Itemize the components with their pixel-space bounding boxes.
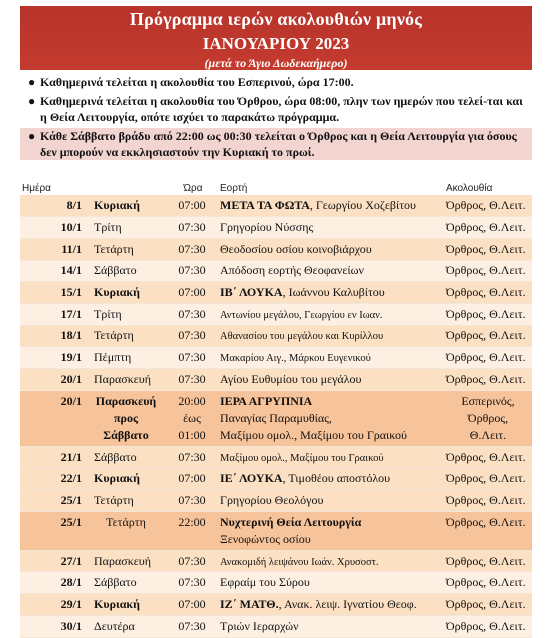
row-date: 25/1 — [20, 490, 88, 512]
row-service — [432, 390, 532, 446]
row-service: Όρθρος, Θ.Λειτ. — [432, 446, 532, 468]
row-service: Όρθρος, Θ.Λειτ. — [432, 282, 532, 304]
col-header-time: Ώρα — [183, 182, 203, 194]
schedule-table — [20, 181, 532, 638]
row-day: Κυριακή — [88, 594, 166, 616]
row-feast — [218, 550, 432, 572]
cell-line: Παναγίας Παραμυθίας, — [220, 410, 332, 425]
row-service: Όρθρος, Θ.Λειτ. — [432, 217, 532, 239]
row-service: Όρθρος, Θ.Λειτ. — [432, 572, 532, 594]
row-time: 07:00 — [166, 195, 218, 217]
table-row — [20, 490, 532, 512]
feast-bold: ΜΕΤΑ ΤΑ ΦΩΤΑ — [220, 198, 310, 213]
row-day: Κυριακή — [88, 282, 166, 304]
vigil-row — [20, 390, 532, 446]
month-title: ΙΑΝΟΥΑΡΙΟΥ 2023 — [202, 34, 350, 53]
feast-text: Μακαρίου Αιγ., Μάρκου Ευγενικού — [220, 353, 371, 365]
table-row — [20, 550, 532, 572]
cell-line: προς — [113, 410, 139, 425]
row-time: 07:30 — [166, 303, 218, 325]
col-header-feast: Εορτή — [220, 182, 248, 194]
row-feast — [218, 282, 432, 304]
feast-text: , Ιωάννου Καλυβίτου — [282, 285, 385, 300]
table-row — [20, 468, 532, 490]
page-subtitle: (μετά το Άγιο Δωδεκαήμερο) — [204, 56, 348, 70]
row-date: 20/1 — [20, 390, 88, 446]
feast-text: Αγίου Ευθυμίου του μεγάλου — [220, 371, 362, 386]
table-row — [20, 347, 532, 369]
row-day: Σάββατο — [88, 572, 166, 594]
row-time: 07:30 — [166, 238, 218, 260]
cell-line: 20:00 — [178, 393, 206, 408]
notes-list — [20, 74, 532, 163]
row-day — [88, 390, 166, 446]
row-date: 8/1 — [20, 195, 88, 217]
row-date: 21/1 — [20, 446, 88, 468]
cell-line: Παρασκευή — [95, 393, 157, 408]
row-feast — [218, 325, 432, 347]
table-row — [20, 594, 532, 616]
table-row — [20, 446, 532, 468]
row-feast — [218, 490, 432, 512]
table-row — [20, 260, 532, 282]
feast-bold: ΙΖ΄ ΜΑΤΘ. — [220, 596, 279, 611]
table-row — [20, 217, 532, 239]
feast-text: Αθανασίου του μεγάλου και Κυρίλλου — [220, 331, 384, 343]
row-time: 07:00 — [166, 468, 218, 490]
row-date: 29/1 — [20, 594, 88, 616]
row-service: Όρθρος, Θ.Λειτ. — [432, 468, 532, 490]
cell-line: Νυχτερινή Θεία Λειτουργία — [220, 514, 362, 529]
row-day: Τετάρτη — [88, 238, 166, 260]
note-item: ● Καθημερινά τελείται η ακολουθία του Εσπερινού, ώρα 17:00. — [28, 75, 354, 89]
row-date: 28/1 — [20, 572, 88, 594]
feast-text: Απόδοση εορτής Θεοφανείων — [220, 263, 364, 278]
row-service: Όρθρος, Θ.Λειτ. — [432, 347, 532, 369]
row-time: 22:00 — [166, 511, 218, 550]
row-feast — [218, 260, 432, 282]
row-day: Παρασκευή — [88, 550, 166, 572]
row-feast — [218, 572, 432, 594]
cell-line: ΙΕΡΑ ΑΓΡΥΠΝΙΑ — [220, 393, 313, 408]
row-date: 11/1 — [20, 238, 88, 260]
col-header-day — [88, 181, 166, 195]
row-day: Τρίτη — [88, 303, 166, 325]
row-service: Όρθρος, Θ.Λειτ. — [432, 303, 532, 325]
row-date: 19/1 — [20, 347, 88, 369]
row-day: Τετάρτη — [88, 511, 166, 550]
row-date: 27/1 — [20, 550, 88, 572]
cell-line: 01:00 — [178, 427, 206, 442]
table-row — [20, 238, 532, 260]
cell-line: Ξενοφώντος οσίου — [220, 531, 311, 546]
row-service: Όρθρος, Θ.Λειτ. — [432, 369, 532, 391]
row-service: Όρθρος, Θ.Λειτ. — [432, 550, 532, 572]
table-row — [20, 572, 532, 594]
row-day: Σάββατο — [88, 446, 166, 468]
table-row — [20, 282, 532, 304]
feast-text: Γρηγορίου Νύσσης — [220, 220, 314, 235]
schedule-header — [20, 6, 532, 70]
row-day: Κυριακή — [88, 468, 166, 490]
cell-line: Όρθρος, — [467, 410, 509, 425]
feast-text: Γρηγορίου Θεολόγου — [220, 492, 324, 507]
row-time: 07:30 — [166, 217, 218, 239]
row-day: Τετάρτη — [88, 325, 166, 347]
row-day: Σάββατο — [88, 260, 166, 282]
row-feast — [218, 369, 432, 391]
row-day: Πέμπτη — [88, 347, 166, 369]
row-date: 20/1 — [20, 369, 88, 391]
row-date: 10/1 — [20, 217, 88, 239]
row-feast — [218, 195, 432, 217]
cell-line: Εσπερινός, — [461, 393, 515, 408]
row-date: 14/1 — [20, 260, 88, 282]
feast-text: Εφραίμ του Σύρου — [220, 575, 310, 590]
feast-text: , Ανακ. λειψ. Ιγνατίου Θεοφ. — [278, 596, 417, 611]
row-service: Όρθρος, Θ.Λειτ. — [432, 195, 532, 217]
row-time: 07:30 — [166, 369, 218, 391]
row-feast — [218, 303, 432, 325]
row-date: 17/1 — [20, 303, 88, 325]
row-time: 07:30 — [166, 615, 218, 637]
cell-line: Θ.Λειτ. — [469, 427, 507, 442]
row-time: 07:30 — [166, 572, 218, 594]
row-date: 30/1 — [20, 615, 88, 637]
row-day: Τετάρτη — [88, 490, 166, 512]
note-item: ● Καθημερινά τελείται η ακολουθία του Όρθρου, ώρα 08:00, πλην των ημερών που τελεί-ται και η Θεία Λειτουργία, οπότε ισχύει το παρακάτω πρόγραμμα. — [28, 94, 523, 124]
row-service: Όρθρος, Θ.Λειτ. — [432, 325, 532, 347]
feast-text: Θεοδοσίου οσίου κοινοβιάρχου — [220, 241, 372, 256]
table-row — [20, 369, 532, 391]
cell-line: έως — [183, 410, 201, 425]
row-service: Όρθρος, Θ.Λειτ. — [432, 594, 532, 616]
feast-text: Μαξίμου ομολ., Μαξίμου του Γραικού — [220, 452, 384, 464]
row-time: 07:30 — [166, 347, 218, 369]
feast-text: Τριών Ιεραρχών — [220, 618, 299, 633]
row-time: 07:30 — [166, 490, 218, 512]
row-service: Όρθρος, Θ.Λειτ. — [432, 260, 532, 282]
night-liturgy-row — [20, 511, 532, 550]
row-service: Όρθρος, Θ.Λειτ. — [432, 511, 532, 550]
bullet-icon: ● — [28, 75, 36, 89]
table-row — [20, 303, 532, 325]
cell-line: Μαξίμου ομολ., Μαξίμου του Γραικού — [220, 427, 408, 442]
row-time: 07:00 — [166, 594, 218, 616]
row-feast — [218, 217, 432, 239]
row-date: 18/1 — [20, 325, 88, 347]
feast-text: Ανακομιδή λειψάνου Ιωάν. Χρυσοστ. — [220, 556, 379, 568]
row-feast — [218, 446, 432, 468]
bullet-icon: ● — [28, 94, 36, 108]
row-time — [166, 390, 218, 446]
page-title: Πρόγραμμα ιερών ακολουθιών μηνός — [129, 9, 423, 29]
row-time: 07:30 — [166, 260, 218, 282]
feast-text: , Γεωργίου Χοζεβίτου — [309, 198, 416, 213]
bullet-icon: ● — [28, 129, 36, 143]
row-time: 07:30 — [166, 550, 218, 572]
row-day: Κυριακή — [88, 195, 166, 217]
row-feast — [218, 511, 432, 550]
table-row — [20, 615, 532, 637]
row-day: Παρασκευή — [88, 369, 166, 391]
table-row — [20, 195, 532, 217]
note-item-highlighted: ● Κάθε Σάββατο βράδυ από 22:00 ως 00:30 τελείται ο Όρθρος και η Θεία Λειτουργία για όσους δεν μπορούν να εκκλησιαστούν την Κυριακή το πρωί. — [20, 128, 532, 160]
row-date: 25/1 — [20, 511, 88, 550]
row-service: Όρθρος, Θ.Λειτ. — [432, 490, 532, 512]
feast-bold: ΙΒ΄ ΛΟΥΚΑ — [220, 285, 283, 300]
cell-line: Σάββατο — [103, 427, 149, 442]
row-date: 15/1 — [20, 282, 88, 304]
row-time: 07:30 — [166, 446, 218, 468]
feast-text: Αντωνίου μεγάλου, Γεωργίου εν Ιωαν. — [220, 309, 383, 321]
table-row — [20, 325, 532, 347]
row-feast — [218, 238, 432, 260]
feast-bold: ΙΕ΄ ΛΟΥΚΑ — [220, 471, 283, 486]
row-service: Όρθρος, Θ.Λειτ. — [432, 238, 532, 260]
row-feast — [218, 594, 432, 616]
row-feast — [218, 468, 432, 490]
row-service: Όρθρος, Θ.Λειτ. — [432, 615, 532, 637]
row-feast — [218, 615, 432, 637]
row-day: Δευτέρα — [88, 615, 166, 637]
feast-text: , Τιμοθέου αποστόλου — [282, 471, 391, 486]
row-day: Τρίτη — [88, 217, 166, 239]
row-time: 07:00 — [166, 282, 218, 304]
col-header-service: Ακολουθία — [446, 182, 493, 194]
row-feast — [218, 390, 432, 446]
row-time: 07:30 — [166, 325, 218, 347]
row-feast — [218, 347, 432, 369]
row-date: 22/1 — [20, 468, 88, 490]
col-header-date: Ημέρα — [22, 182, 51, 194]
table-header-row — [20, 181, 532, 195]
